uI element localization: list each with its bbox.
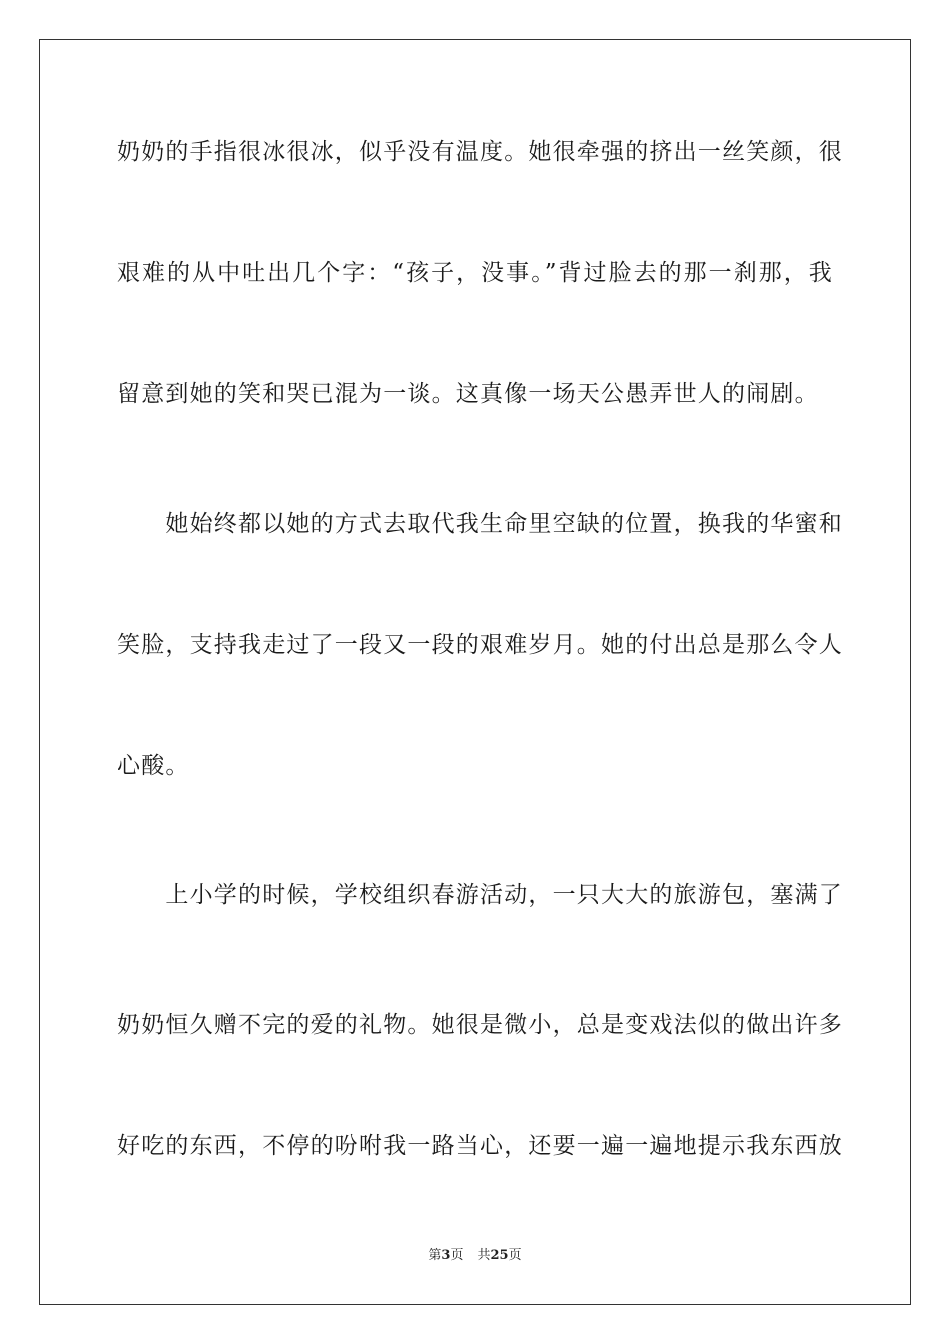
body-line: 心酸。 [117,753,190,779]
total-suffix: 页 [508,1248,522,1263]
body-line: 艰难的从中吐出几个字：“孩子，没事。”背过脸去的那一刹那，我 [117,260,833,286]
body-line: 奶奶的手指很冰很冰，似乎没有温度。她很牵强的挤出一丝笑颜，很 [117,139,843,165]
page-footer [0,1247,950,1265]
total-prefix: 共 [477,1248,491,1263]
body-line: 上小学的时候，学校组织春游活动，一只大大的旅游包，塞满了 [117,882,843,908]
body-line: 奶奶恒久赠不完的爱的礼物。她很是微小，总是变戏法似的做出许多 [117,1012,843,1038]
body-line: 好吃的东西，不停的吩咐我一路当心，还要一遍一遍地提示我东西放 [117,1133,843,1159]
body-line: 笑脸，支持我走过了一段又一段的艰难岁月。她的付出总是那么令人 [117,632,843,658]
page-number: 3 [441,1248,451,1263]
page-prefix: 第 [428,1248,442,1263]
body-line: 她始终都以她的方式去取代我生命里空缺的位置，换我的华蜜和 [117,511,843,537]
total-pages: 25 [490,1248,509,1263]
body-line: 留意到她的笑和哭已混为一谈。这真像一场天公愚弄世人的闹剧。 [117,381,819,407]
page-border [39,39,911,1305]
page-suffix: 页 [450,1248,464,1263]
